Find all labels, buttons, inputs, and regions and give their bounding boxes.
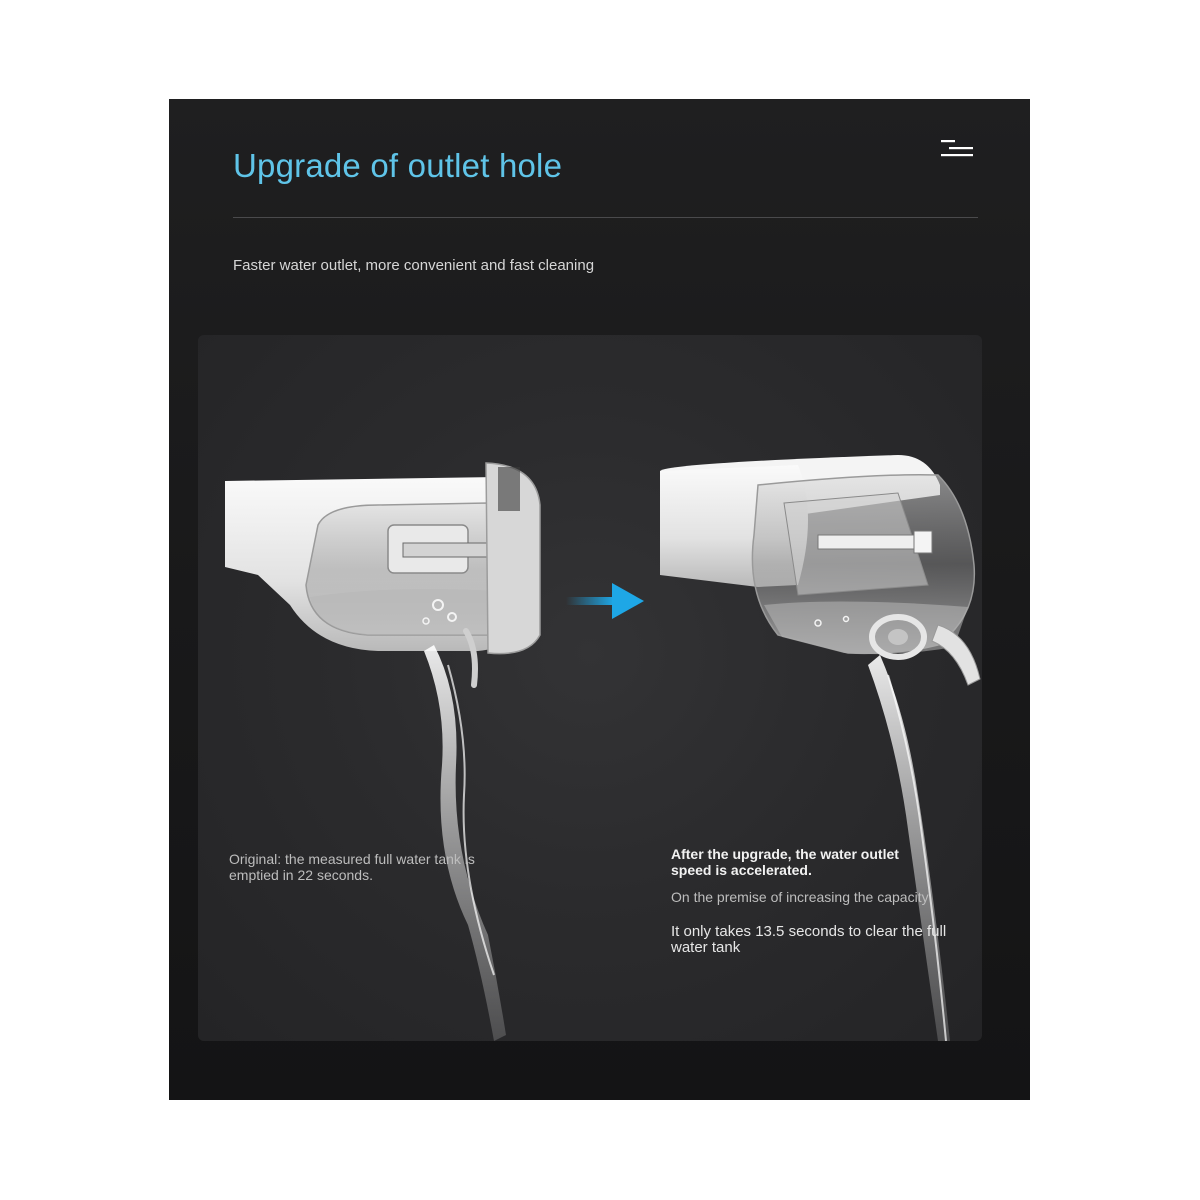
header-divider [233, 217, 978, 218]
page-title: Upgrade of outlet hole [233, 147, 563, 184]
upgrade-headline: After the upgrade, the water outlet speed is accelerated. [671, 846, 899, 878]
menu-lines-icon[interactable] [941, 139, 973, 157]
page-subtitle: Faster water outlet, more convenient and fast cleaning [233, 257, 595, 274]
poster [169, 99, 1030, 1100]
comparison-panel [198, 335, 982, 1041]
original-caption: Original: the measured full water tank is emptied in 22 seconds. [229, 851, 475, 883]
upgrade-capacity-note: On the premise of increasing the capacity [671, 889, 929, 905]
upgrade-time-note: It only takes 13.5 seconds to clear the full water tank [671, 923, 947, 956]
original-device [225, 463, 540, 1041]
right-arrow-icon [566, 583, 644, 619]
